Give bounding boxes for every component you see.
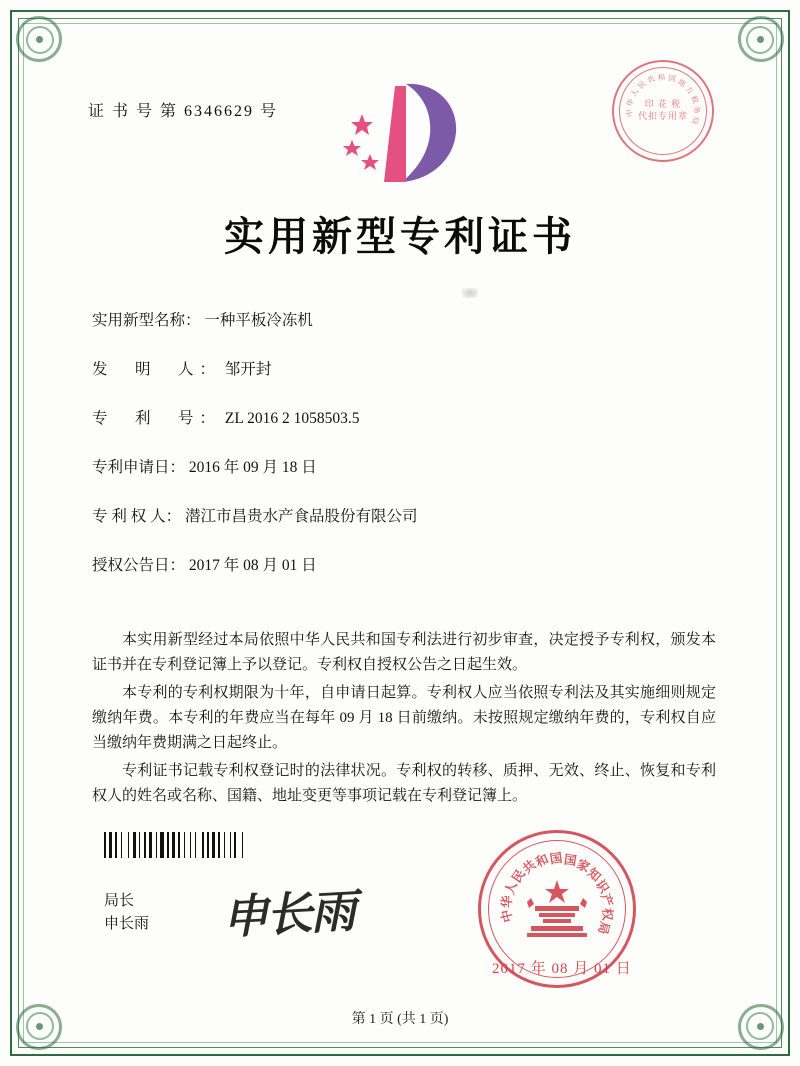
field-label: 授权公告日：	[92, 557, 186, 574]
tax-stamp	[612, 60, 714, 162]
field-patent-number	[92, 406, 712, 428]
page-footer: 第 1 页 (共 1 页)	[351, 1012, 449, 1027]
national-emblem-icon	[521, 878, 593, 940]
paragraph-3: 专利证书记载专利权登记时的法律状况。专利权的转移、质押、无效、终止、恢复和专利权人的姓名或名称、国籍、地址变更等事项记载在专利登记簿上。	[92, 763, 716, 804]
certificate-number: 证 书 号 第 6346629 号	[88, 103, 279, 120]
signature-role: 局长	[104, 893, 135, 909]
field-inventor	[92, 357, 712, 379]
field-value: 2017 年 08 月 01 日	[188, 557, 317, 574]
corner-ornament-top-left-icon	[14, 14, 68, 68]
paragraph-2: 本专利的专利权期限为十年，自申请日起算。专利权人应当依照专利法及其实施细则规定缴纳年费。本专利的年费应当在每年 09 月 18 日前缴纳。未按照规定缴纳年费的，专利权自应当缴纳年费期满之日起终止。	[92, 685, 716, 751]
official-seal-arc-text: 中 华 人 民 共 和 国 国 家 知 识 产 权 局	[498, 850, 616, 936]
sipo-logo-icon	[340, 78, 464, 190]
field-utility-model-name	[92, 308, 712, 330]
page-title: 实用新型专利证书	[224, 213, 576, 260]
tax-stamp-arc-text: 中 华 人 民 共 和 国 地 方 税 务 局	[624, 72, 702, 125]
field-grant-announcement-date	[92, 553, 712, 575]
field-label: 发 明 人：	[92, 361, 222, 378]
tax-stamp-line2: 代扣专用章	[637, 111, 688, 121]
field-label: 实用新型名称：	[92, 312, 201, 329]
field-value: 2016 年 09 月 18 日	[188, 459, 317, 476]
field-label: 专利申请日：	[92, 459, 186, 476]
seal-date: 2017 年 08 月 01 日	[492, 961, 632, 977]
handwritten-signature: 申长雨	[220, 883, 356, 945]
field-value: 潜江市昌贵水产食品股份有限公司	[185, 508, 418, 525]
barcode	[104, 832, 316, 858]
field-patentee	[92, 504, 712, 526]
field-value: 邹开封	[224, 361, 272, 378]
signature-name: 申长雨	[104, 916, 150, 932]
field-label: 专 利 权 人：	[92, 508, 182, 525]
field-value: 一种平板冷冻机	[204, 312, 313, 329]
legal-text-block	[92, 628, 716, 812]
corner-ornament-top-right-icon	[732, 14, 786, 68]
tax-stamp-line1: 印 花 税	[644, 99, 682, 109]
paragraph-1: 本实用新型经过本局依照中华人民共和国专利法进行初步审查，决定授予专利权，颁发本证书并在专利登记簿上予以登记。专利权自授权公告之日起生效。	[92, 632, 716, 673]
field-value: ZL 2016 2 1058503.5	[224, 410, 360, 427]
signature-block	[104, 890, 149, 936]
field-application-date	[92, 455, 712, 477]
field-label: 专 利 号：	[92, 410, 222, 427]
field-list	[92, 308, 712, 602]
tax-stamp-middle	[614, 98, 712, 122]
paper-speck	[462, 288, 478, 298]
